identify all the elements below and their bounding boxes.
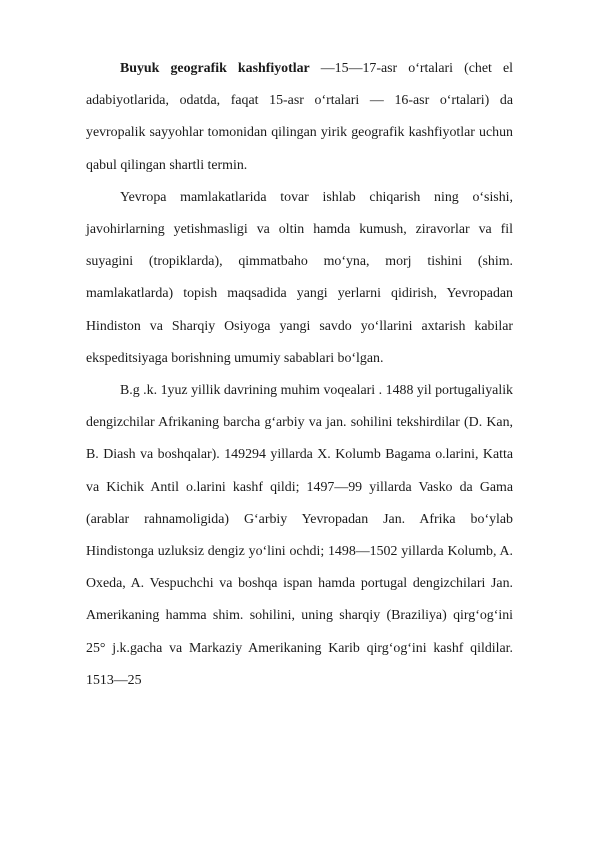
paragraph-text: —15—17-asr o‘rtalari (chet el adabiyotlarida, odatda, faqat 15-asr o‘rtalari — 16-asr o‘rtalari) da yevropalik sayyohlar tomonidan qilingan yirik geografik kashfiyotlar uchun qabul qilingan shartli termin. xyxy=(86,61,513,173)
paragraph-events xyxy=(86,375,513,697)
term-heading: Buyuk geografik kashfiyotlar xyxy=(120,61,310,76)
document-page xyxy=(86,53,513,697)
paragraph-text: B.g .k. 1yuz yillik davrining muhim voqealari . 1488 yil portugaliyalik dengizchilar Afrikaning barcha g‘arbiy va jan. sohilini tekshirdilar (D. Kan, B. Diash va boshqalar). 149294 yillarda X. Kolumb Bagama o.larini, Katta va Kichik Antil o.larini kashf qildi; 1497—99 yillarda Vasko da Gama (arablar rahnamoligida) G‘arbiy Yevropadan Jan. Afrika bo‘ylab Hindistonga uzluksiz dengiz yo‘lini ochdi; 1498—1502 yillarda Kolumb, A. Oxeda, A. Vespuchchi va boshqa ispan hamda portugal dengizchilari Jan. Amerikaning hamma shim. sohilini, uning sharqiy (Braziliya) qirg‘og‘ini 25° j.k.gacha va Markaziy Amerikaning Karib qirg‘og‘ini kashf qildilar. 1513—25 xyxy=(86,383,513,688)
paragraph-text: Yevropa mamlakatlarida tovar ishlab chiqarish ning o‘sishi, javohirlarning yetishmasligi va oltin hamda kumush, ziravorlar va fil suyagini (tropiklarda), qimmatbaho mo‘yna, morj tishini (shim. mamlakatlarda) topish maqsadida yangi yerlarni qidirish, Yevropadan Hindiston va Sharqiy Osiyoga yangi savdo yo‘llarini axtarish kabilar ekspeditsiyaga borishning umumiy sabablari bo‘lgan. xyxy=(86,189,513,366)
paragraph-causes xyxy=(86,182,513,375)
paragraph-definition xyxy=(86,53,513,182)
